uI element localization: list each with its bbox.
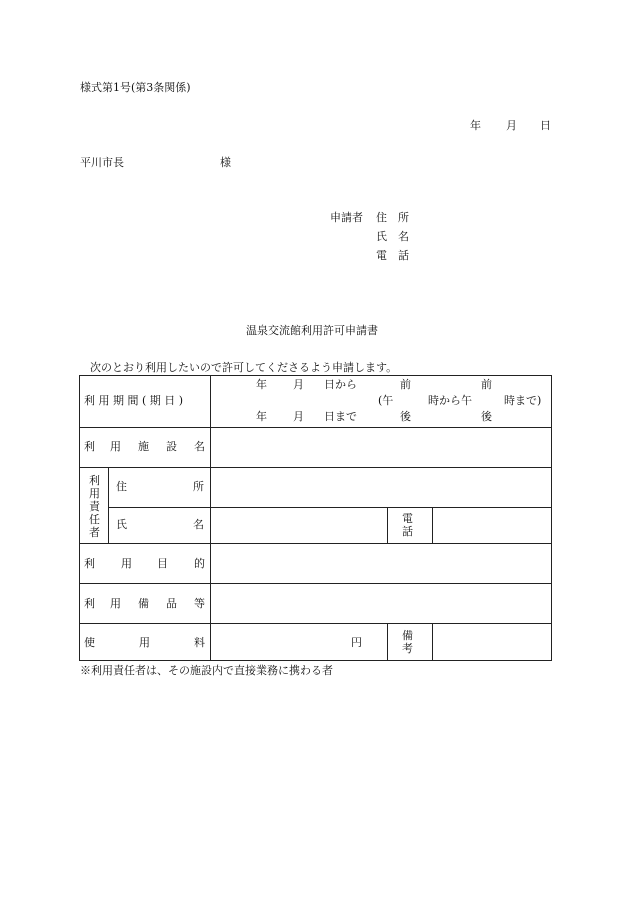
period-from-pm: 後 [400, 410, 411, 423]
applicant-address-label-1: 住 [376, 211, 387, 224]
period-open-paren: (午 [378, 394, 394, 407]
fee-label-3: 料 [194, 636, 205, 649]
period-label: 利 用 期 間 ( 期 日 ) [84, 394, 184, 407]
period-from-am: 前 [400, 378, 411, 391]
responsible-name-label-1: 氏 [116, 518, 127, 531]
date-day-label: 日 [540, 119, 551, 132]
applicant-name-label-2: 名 [398, 230, 409, 243]
responsible-name-label-2: 名 [193, 518, 204, 531]
facility-label-1: 利 [84, 440, 95, 453]
applicant-phone-label-1: 電 [376, 249, 387, 262]
footnote: ※利用責任者は、その施設内で直接業務に携わる者 [80, 664, 333, 677]
responsible-label-4: 任 [89, 513, 100, 526]
facility-label-3: 施 [138, 440, 149, 453]
date-month-label: 月 [506, 119, 517, 132]
applicant-phone-label-2: 話 [398, 249, 409, 262]
purpose-label-3: 目 [157, 557, 168, 570]
applicant-label: 申請者 [330, 211, 363, 224]
period-to-am: 前 [481, 378, 492, 391]
equipment-label-4: 品 [166, 597, 177, 610]
period-from-month: 月 [293, 378, 304, 391]
fee-label-1: 使 [84, 636, 95, 649]
form-number: 様式第1号(第3条関係) [80, 81, 191, 94]
remarks-label-1: 備 [402, 629, 413, 642]
responsible-phone-label-2: 話 [402, 525, 413, 538]
responsible-label-3: 責 [89, 500, 100, 513]
addressee-honorific: 様 [220, 156, 231, 169]
period-to-pm: 後 [481, 410, 492, 423]
responsible-label-2: 用 [89, 487, 100, 500]
period-to-month: 月 [293, 410, 304, 423]
responsible-address-label-2: 所 [193, 480, 204, 493]
period-from-year: 年 [256, 378, 267, 391]
purpose-label-1: 利 [84, 557, 95, 570]
period-to-hour: 時まで) [504, 394, 542, 407]
equipment-label-1: 利 [84, 597, 95, 610]
period-to-day-suffix: 日まで [324, 410, 357, 423]
facility-label-4: 設 [166, 440, 177, 453]
applicant-name-label-1: 氏 [376, 230, 387, 243]
fee-label-2: 用 [139, 636, 150, 649]
facility-label-2: 用 [110, 440, 121, 453]
remarks-label-2: 考 [402, 642, 413, 655]
date-year-label: 年 [470, 119, 481, 132]
equipment-label-5: 等 [194, 597, 205, 610]
purpose-label-4: 的 [194, 557, 205, 570]
period-from-hour: 時から午 [428, 394, 472, 407]
intro-text: 次のとおり利用したいので許可してくださるよう申請します。 [90, 361, 398, 374]
responsible-address-label-1: 住 [116, 480, 127, 493]
addressee-mayor: 平川市長 [80, 156, 124, 169]
period-to-year: 年 [256, 410, 267, 423]
responsible-phone-label-1: 電 [402, 512, 413, 525]
facility-label-5: 名 [194, 440, 205, 453]
period-from-day-suffix: 日から [324, 378, 357, 391]
purpose-label-2: 用 [121, 557, 132, 570]
form-title: 温泉交流館利用許可申請書 [246, 324, 378, 337]
equipment-label-2: 用 [110, 597, 121, 610]
responsible-label-1: 利 [89, 474, 100, 487]
applicant-address-label-2: 所 [398, 211, 409, 224]
fee-yen-unit: 円 [351, 636, 362, 649]
responsible-label-5: 者 [89, 526, 100, 539]
equipment-label-3: 備 [138, 597, 149, 610]
